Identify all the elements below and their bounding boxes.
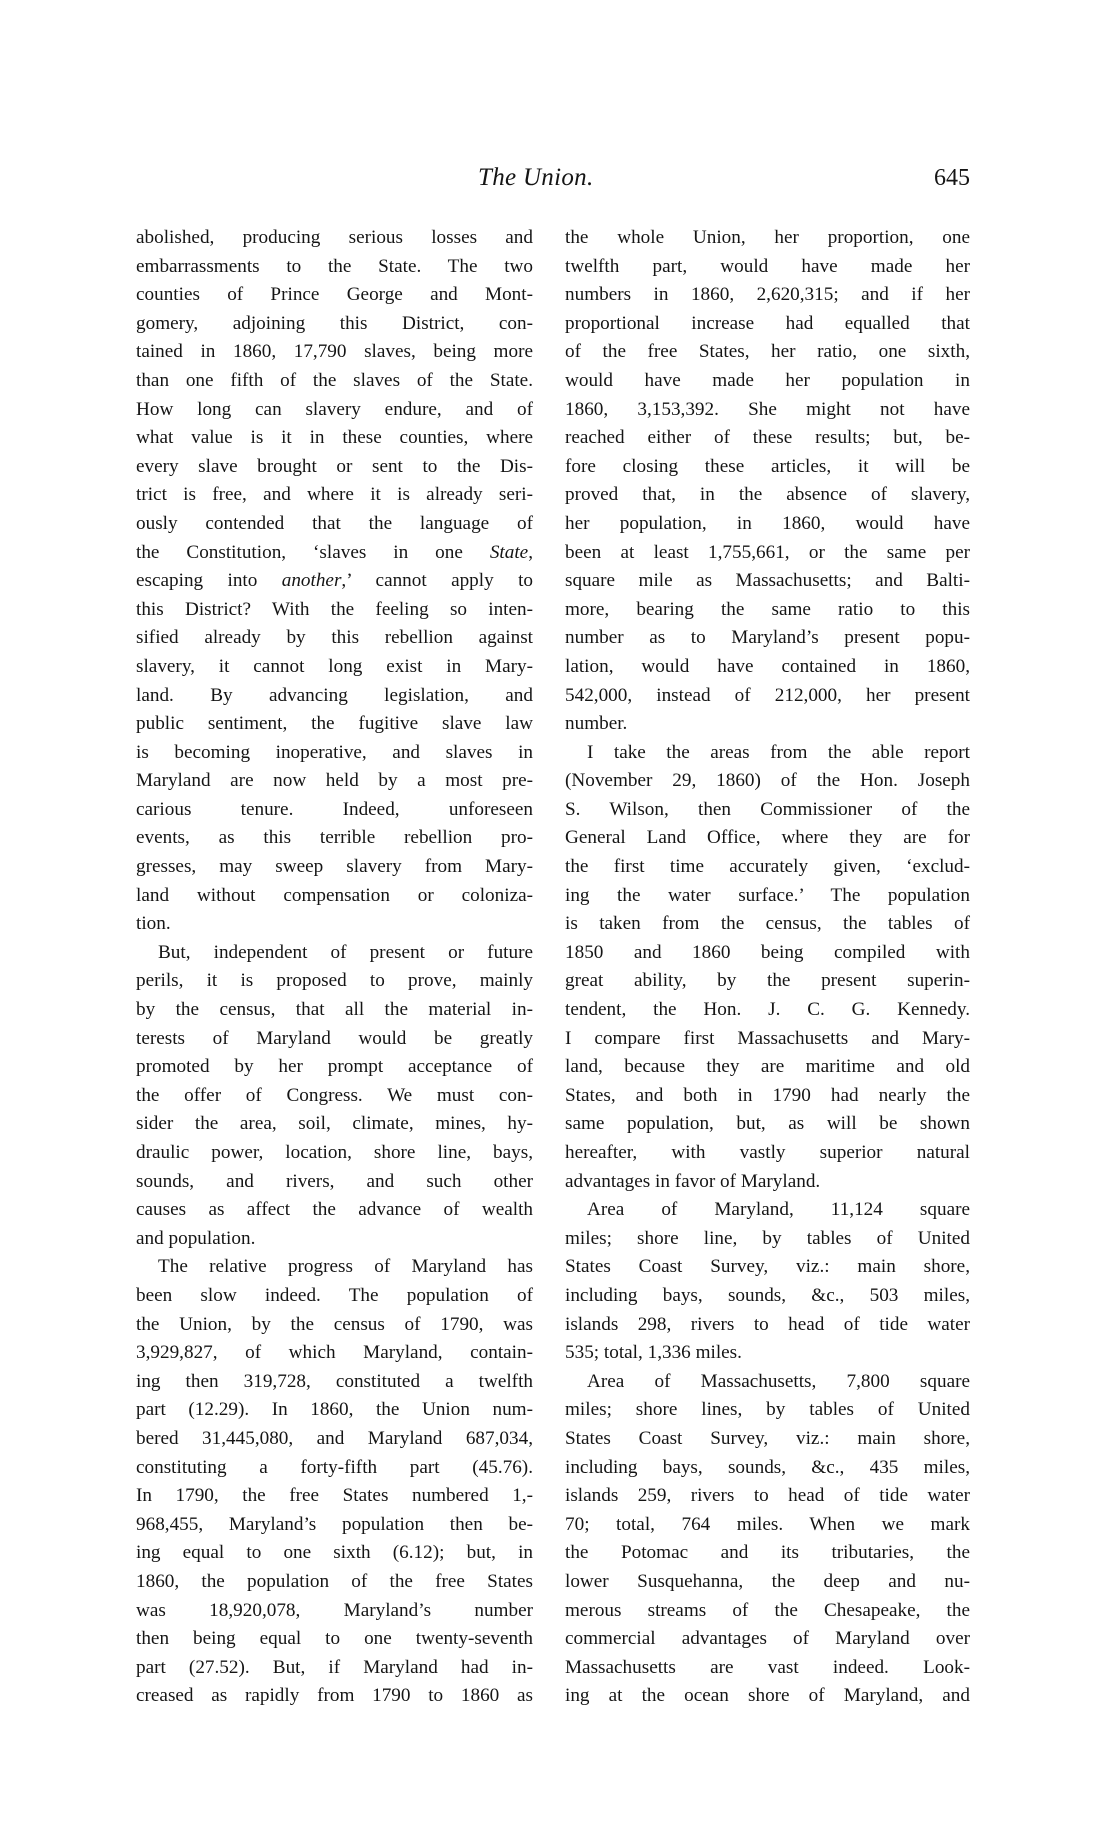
text-line-content: commercial advantages of Maryland over: [565, 1628, 970, 1650]
text-line-content: twelfth part, would have made her: [565, 255, 970, 277]
text-line: [565, 967, 970, 996]
text-line-content: been at least 1,755,661, or the same per: [565, 541, 970, 563]
text-line: [565, 453, 970, 482]
text-line: [565, 1168, 970, 1197]
text-line: [565, 1253, 970, 1282]
text-line-content: In 1790, the free States numbered 1,-: [136, 1485, 533, 1507]
text-line-content: gresses, may sweep slavery from Mary-: [136, 856, 533, 878]
italic-word: State: [489, 541, 529, 563]
paragraph-start-line: [565, 1196, 970, 1225]
text-line-content: ing at the ocean shore of Maryland, and: [565, 1685, 970, 1707]
text-line-content: trict is free, and where it is already seri-: [136, 484, 533, 506]
text-line: [136, 1082, 533, 1111]
text-line: [565, 224, 970, 253]
text-line: [136, 1311, 533, 1340]
text-line: [136, 539, 533, 568]
text-line: [565, 1282, 970, 1311]
text-line: [136, 1597, 533, 1626]
text-line: [136, 1425, 533, 1454]
text-line-content: Massachusetts are vast indeed. Look-: [565, 1656, 970, 1678]
text-line: [136, 1654, 533, 1683]
text-line: [136, 1196, 533, 1225]
text-line: [565, 710, 970, 739]
text-line-content: same population, but, as will be shown: [565, 1113, 970, 1135]
text-line-content: part (27.52). But, if Maryland had in-: [136, 1656, 533, 1678]
text-line: [565, 682, 970, 711]
text-line-content: bered 31,445,080, and Maryland 687,034,: [136, 1427, 533, 1449]
text-line-content: events, as this terrible rebellion pro-: [136, 827, 533, 849]
text-line: [565, 396, 970, 425]
running-head: [136, 160, 970, 196]
text-line: [565, 1625, 970, 1654]
paragraph-start-line: [565, 739, 970, 768]
text-line-content: square mile as Massachusetts; and Balti-: [565, 570, 970, 592]
text-line: [136, 910, 533, 939]
text-line: [565, 1139, 970, 1168]
text-line-content: land without compensation or coloniza-: [136, 884, 533, 906]
text-line: [136, 338, 533, 367]
text-line: [565, 510, 970, 539]
text-line: [136, 853, 533, 882]
text-line-content: tained in 1860, 17,790 slaves, being more: [136, 341, 533, 363]
text-line: [136, 624, 533, 653]
text-line: [136, 1110, 533, 1139]
text-line-content: carious tenure. Indeed, unforeseen: [136, 798, 533, 820]
text-line-content: General Land Office, where they are for: [565, 827, 970, 849]
text-line-content: would have made her population in: [565, 369, 970, 391]
text-line: [136, 1339, 533, 1368]
text-line: [136, 1282, 533, 1311]
text-line: [136, 1139, 533, 1168]
text-line: [565, 853, 970, 882]
text-line: [136, 1568, 533, 1597]
text-line: [136, 1396, 533, 1425]
text-line: [565, 338, 970, 367]
text-line: [136, 481, 533, 510]
text-line: [136, 253, 533, 282]
text-line-content: The relative progress of Maryland has: [158, 1256, 533, 1278]
text-line-content: slavery, it cannot long exist in Mary-: [136, 655, 533, 677]
text-line-content: abolished, producing serious losses and: [136, 227, 533, 248]
text-line: [136, 1168, 533, 1197]
text-column-right: [565, 224, 970, 1711]
text-line-content: Area of Maryland, 11,124 square: [587, 1199, 970, 1221]
text-line: [136, 1625, 533, 1654]
text-line: [565, 1482, 970, 1511]
text-line-content: creased as rapidly from 1790 to 1860 as: [136, 1685, 533, 1707]
text-line: [136, 1053, 533, 1082]
text-line: [565, 1454, 970, 1483]
text-line: [565, 281, 970, 310]
text-line-content: number as to Maryland’s present popu-: [565, 627, 970, 649]
text-line-content: more, bearing the same ratio to this: [565, 598, 970, 620]
text-line-content: ing the water surface.’ The population: [565, 884, 970, 906]
text-line: [136, 1454, 533, 1483]
text-line-content: draulic power, location, shore line, bays,: [136, 1142, 533, 1163]
text-line: [565, 882, 970, 911]
text-line-content: merous streams of the Chesapeake, the: [565, 1599, 970, 1621]
text-line: [565, 1082, 970, 1111]
text-line: [565, 624, 970, 653]
text-line-content: islands 259, rivers to head of tide water: [565, 1485, 970, 1507]
text-line: [565, 939, 970, 968]
paragraph-start-line: [136, 1253, 533, 1282]
text-line: [136, 996, 533, 1025]
text-line-content: reached either of these results; but, be-: [565, 427, 970, 449]
text-line-content: numbers in 1860, 2,620,315; and if her: [565, 284, 970, 306]
text-line: [565, 253, 970, 282]
text-line-content: I take the areas from the able report: [587, 741, 970, 763]
text-line: [565, 596, 970, 625]
text-line: [136, 281, 533, 310]
text-line: [136, 1511, 533, 1540]
text-line-content: tendent, the Hon. J. C. G. Kennedy.: [565, 999, 970, 1021]
text-line-content: embarrassments to the State. The two: [136, 255, 533, 277]
text-line-content: ously contended that the language of: [136, 512, 533, 534]
text-line: [565, 567, 970, 596]
text-line-content: her population, in 1860, would have: [565, 512, 970, 534]
text-line-content: miles; shore lines, by tables of United: [565, 1399, 970, 1421]
text-line: [136, 224, 533, 253]
text-line-content: 1850 and 1860 being compiled with: [565, 941, 970, 963]
text-line-content: than one fifth of the slaves of the State.: [136, 369, 533, 391]
text-line-content: the Potomac and its tributaries, the: [565, 1542, 970, 1564]
text-line: [565, 1225, 970, 1254]
text-line: [136, 796, 533, 825]
text-line: [565, 1682, 970, 1711]
text-line-content: 535; total, 1,336 miles.: [565, 1342, 742, 1364]
text-line-content: is becoming inoperative, and slaves in: [136, 741, 533, 763]
text-line: [565, 1339, 970, 1368]
text-line: [136, 396, 533, 425]
text-line: [136, 710, 533, 739]
text-line: [565, 996, 970, 1025]
text-line-content: causes as affect the advance of wealth: [136, 1199, 533, 1221]
text-line-content: the offer of Congress. We must con-: [136, 1084, 533, 1106]
text-line: [565, 310, 970, 339]
text-column-left: [136, 224, 533, 1711]
text-line: [565, 1539, 970, 1568]
text-line-content: the first time accurately given, ‘exclud-: [565, 856, 970, 878]
text-line-content: sounds, and rivers, and such other: [136, 1170, 533, 1192]
text-line-content: hereafter, with vastly superior natural: [565, 1142, 970, 1163]
text-line-content: including bays, sounds, &c., 503 miles,: [565, 1284, 970, 1306]
text-line-content: number.: [565, 713, 628, 735]
text-line-content: the Constitution, ‘slaves in one State,: [136, 541, 533, 563]
text-line: [136, 310, 533, 339]
text-line-content: public sentiment, the fugitive slave law: [136, 713, 533, 735]
text-line: [565, 1110, 970, 1139]
text-line: [565, 539, 970, 568]
text-line-content: sified already by this rebellion against: [136, 627, 533, 649]
text-line: [136, 739, 533, 768]
text-line-content: 1860, the population of the free States: [136, 1570, 533, 1592]
paragraph-start-line: [136, 939, 533, 968]
text-line-content: advantages in favor of Maryland.: [565, 1170, 821, 1192]
text-line-content: escaping into another,’ cannot apply to: [136, 570, 533, 592]
text-line-content: 3,929,827, of which Maryland, contain-: [136, 1342, 533, 1364]
text-line: [136, 567, 533, 596]
text-line-content: tion.: [136, 913, 171, 935]
text-line: [565, 1511, 970, 1540]
text-line-content: great ability, by the present superin-: [565, 970, 970, 992]
running-title: The Union.: [478, 164, 594, 191]
text-line-content: and population.: [136, 1227, 256, 1249]
text-line: [136, 682, 533, 711]
text-line: [565, 653, 970, 682]
text-line-content: gomery, adjoining this District, con-: [136, 312, 533, 334]
paragraph-start-line: [565, 1368, 970, 1397]
text-line-content: lower Susquehanna, the deep and nu-: [565, 1570, 970, 1592]
text-line: [565, 1053, 970, 1082]
text-line-content: this District? With the feeling so inten-: [136, 598, 533, 620]
text-line: [565, 1311, 970, 1340]
text-line-content: by the census, that all the material in-: [136, 999, 533, 1021]
text-line: [136, 510, 533, 539]
text-line-content: lation, would have contained in 1860,: [565, 655, 970, 677]
text-line: [565, 910, 970, 939]
text-line: [136, 1225, 533, 1254]
text-line: [136, 824, 533, 853]
text-line-content: every slave brought or sent to the Dis-: [136, 455, 533, 477]
text-line: [136, 767, 533, 796]
text-line-content: States Coast Survey, viz.: main shore,: [565, 1427, 970, 1449]
text-line-content: of the free States, her ratio, one sixth,: [565, 341, 970, 363]
text-line-content: How long can slavery endure, and of: [136, 398, 533, 420]
text-line-content: constituting a forty-fifth part (45.76).: [136, 1456, 533, 1478]
text-line: [565, 1425, 970, 1454]
text-line-content: then being equal to one twenty-seventh: [136, 1628, 533, 1650]
text-line-content: was 18,920,078, Maryland’s number: [136, 1599, 533, 1621]
text-line-content: land, because they are maritime and old: [565, 1056, 970, 1078]
text-line: [136, 1482, 533, 1511]
text-line: [565, 367, 970, 396]
text-line: [565, 767, 970, 796]
text-line-content: Area of Massachusetts, 7,800 square: [587, 1370, 970, 1392]
text-line-content: 70; total, 764 miles. When we mark: [565, 1513, 970, 1535]
text-line-content: the Union, by the census of 1790, was: [136, 1313, 533, 1335]
text-line: [136, 424, 533, 453]
text-line: [136, 453, 533, 482]
text-line-content: Maryland are now held by a most pre-: [136, 770, 533, 792]
text-line: [565, 481, 970, 510]
text-line-content: counties of Prince George and Mont-: [136, 284, 533, 306]
text-line: [136, 367, 533, 396]
text-line-content: proved that, in the absence of slavery,: [565, 484, 970, 506]
text-line-content: land. By advancing legislation, and: [136, 684, 533, 706]
text-line-content: been slow indeed. The population of: [136, 1284, 533, 1306]
text-line-content: including bays, sounds, &c., 435 miles,: [565, 1456, 970, 1478]
text-line: [136, 596, 533, 625]
text-line: [565, 1396, 970, 1425]
text-line-content: proportional increase had equalled that: [565, 312, 970, 334]
text-line-content: what value is it in these counties, where: [136, 427, 533, 449]
text-line-content: the whole Union, her proportion, one: [565, 227, 970, 248]
text-line: [136, 1539, 533, 1568]
text-line: [565, 824, 970, 853]
text-line: [136, 967, 533, 996]
text-line: [136, 1368, 533, 1397]
text-line: [136, 882, 533, 911]
text-line-content: (November 29, 1860) of the Hon. Joseph: [565, 770, 970, 792]
text-line-content: States Coast Survey, viz.: main shore,: [565, 1256, 970, 1278]
text-line-content: is taken from the census, the tables of: [565, 913, 970, 935]
text-line: [565, 1597, 970, 1626]
page-number: 645: [934, 165, 970, 191]
text-line-content: States, and both in 1790 had nearly the: [565, 1084, 970, 1106]
text-line-content: part (12.29). In 1860, the Union num-: [136, 1399, 533, 1421]
text-line: [136, 653, 533, 682]
text-line-content: sider the area, soil, climate, mines, hy-: [136, 1113, 533, 1135]
text-line: [136, 1682, 533, 1711]
text-line-content: fore closing these articles, it will be: [565, 455, 970, 477]
text-line-content: But, independent of present or future: [158, 941, 533, 963]
text-line-content: ing then 319,728, constituted a twelfth: [136, 1370, 533, 1392]
text-line-content: 542,000, instead of 212,000, her present: [565, 684, 970, 706]
text-line-content: miles; shore line, by tables of United: [565, 1227, 970, 1249]
text-line: [565, 1025, 970, 1054]
text-line-content: islands 298, rivers to head of tide water: [565, 1313, 970, 1335]
text-line-content: terests of Maryland would be greatly: [136, 1027, 533, 1049]
text-line: [565, 1654, 970, 1683]
text-line: [565, 424, 970, 453]
text-line: [565, 1568, 970, 1597]
text-line-content: ing equal to one sixth (6.12); but, in: [136, 1542, 533, 1564]
text-line-content: I compare first Massachusetts and Mary-: [565, 1027, 970, 1049]
text-line-content: S. Wilson, then Commissioner of the: [565, 798, 970, 820]
text-line-content: 1860, 3,153,392. She might not have: [565, 398, 970, 420]
text-line: [136, 1025, 533, 1054]
text-line-content: promoted by her prompt acceptance of: [136, 1056, 533, 1078]
text-line: [565, 796, 970, 825]
text-line-content: 968,455, Maryland’s population then be-: [136, 1513, 533, 1535]
text-line-content: perils, it is proposed to prove, mainly: [136, 970, 533, 992]
italic-word: another: [281, 570, 342, 592]
